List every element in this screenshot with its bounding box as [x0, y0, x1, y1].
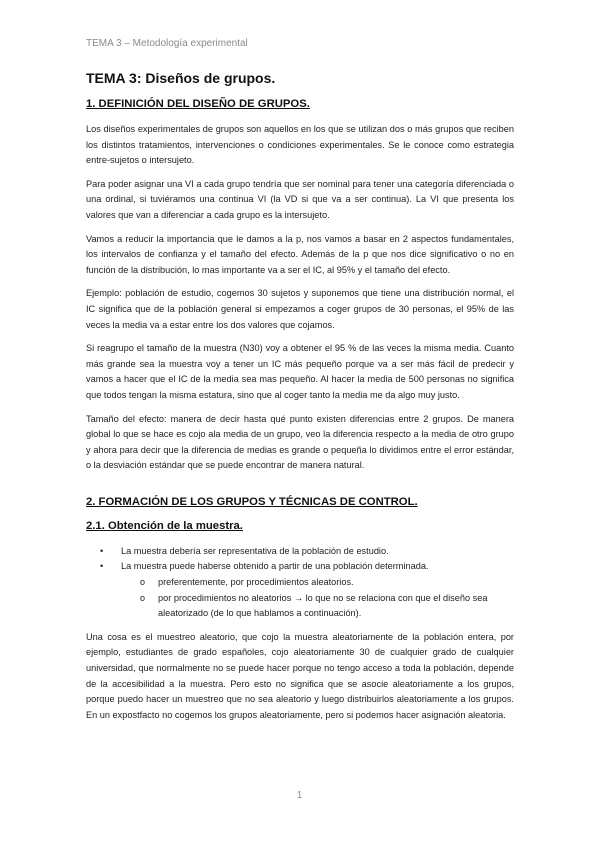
section-2-heading: 2. FORMACIÓN DE LOS GRUPOS Y TÉCNICAS DE CONTROL. — [86, 495, 418, 508]
subsection-2-1-heading: 2.1. Obtención de la muestra. — [86, 519, 243, 532]
sub-list-item — [121, 591, 514, 622]
sub-bullet-list — [121, 575, 514, 622]
section-1-heading: 1. DEFINICIÓN DEL DISEÑO DE GRUPOS. — [86, 98, 310, 110]
sub-bullet-marker: o — [140, 592, 146, 603]
paragraph-random-sampling: Una cosa es el muestreo aleatorio, que cojo la muestra aleatoriamente de la población entera, por ejemplo, estudiantes de grado españoles, cojo aleatoriamente 30 de cualquier grado de cualquier universidad, que normalmente no se puede hacer porque no tengo acceso a toda la población, depende de la accesibilidad a la muestra. Pero esto no significa que se asocie aleatoriamente a los grupos, porque puedo hacer un muestreo que no sea aleatorio y luego distribuirlos aleatoriamente a los grupos. En un expostfacto no cogemos los grupos aleatoriamente, pero si podemos hacer asignación aleatoria. — [86, 631, 514, 720]
page-content — [86, 70, 514, 731]
paragraph-definition: Los diseños experimentales de grupos son aquellos en los que se utilizan dos o más grupos que reciben los distintos tratamientos, intervenciones o condiciones experimentales. Se le conoce como estrategia entre-sujetos o intersujeto. — [86, 124, 514, 166]
paragraph-vi-assignment: Para poder asignar una VI a cada grupo tendría que ser nominal para tener una categoría diferenciada o una ordinal, si tuviéramos una continua VI (la VD si que va a ser continua). La VI que presenta los valores que van a diferenciar a cada grupo es la intersujeto. — [86, 178, 514, 220]
paragraph-p-value: Vamos a reducir la importancia que le damos a la p, nos vamos a basar en 2 aspectos fundamentales, los intervalos de confianza y el tamaño del efecto. Además de la p que nos dice significativo o no en función de la distribución, lo mas importante va a ser el IC, al 95% y el tamaño del efecto. — [86, 233, 514, 275]
list-item — [86, 544, 514, 560]
paragraph-example: Ejemplo: población de estudio, cogemos 30 sujetos y suponemos que tiene una distribución normal, el IC significa que de la población general si empezamos a coger grupos de 30 personas, el 95% de las veces la media va a estar entre los dos valores que cojamos. — [86, 288, 514, 330]
sub-bullet-marker: o — [140, 577, 146, 588]
page-number: 1 — [296, 790, 303, 801]
sub-list-item-text: preferentemente, por procedimientos aleatorios. — [158, 577, 354, 588]
paragraph-effect-size: Tamaño del efecto: manera de decir hasta qué punto existen diferencias entre 2 grupos. De manera global lo que se hace es cojo ala media de un grupo, veo la diferencia respecto a la media de otro grupo y ahora para decir que la diferencia de medias es grande o pequeña lo dividimos entre el error estándar, o la desviación estándar que se puede encontrar de manera natural. — [86, 413, 514, 471]
list-item-text: La muestra debería ser representativa de la población de estudio. — [121, 545, 389, 556]
sub-list-item — [121, 575, 514, 591]
list-item-text: La muestra puede haberse obtenido a partir de una población determinada. — [121, 561, 429, 572]
list-item — [86, 559, 514, 621]
sub-list-item-text: por procedimientos no aleatorios → lo que no se relaciona con que el diseño sea aleatorizado (de lo que hablamos a continuación). — [158, 592, 488, 619]
document-title: TEMA 3: Diseños de grupos. — [86, 70, 276, 86]
sample-bullet-list — [86, 544, 514, 622]
bullet-marker: • — [100, 561, 104, 572]
paragraph-sample-size: Si reagrupo el tamaño de la muestra (N30) voy a obtener el 95 % de las veces la misma media. Cuanto más grande sea la muestra voy a tener un IC más pequeño porque va a ser más fácil de predecir y vamos a hacer que el IC de la media sea mas pequeño. Al hacer la media de 500 personas no significa que todos tengan la misma estatura, sino que al coger tanto la media me da algo muy justo. — [86, 343, 514, 400]
bullet-marker: • — [100, 545, 104, 556]
running-header: TEMA 3 – Metodología experimental — [86, 38, 248, 49]
